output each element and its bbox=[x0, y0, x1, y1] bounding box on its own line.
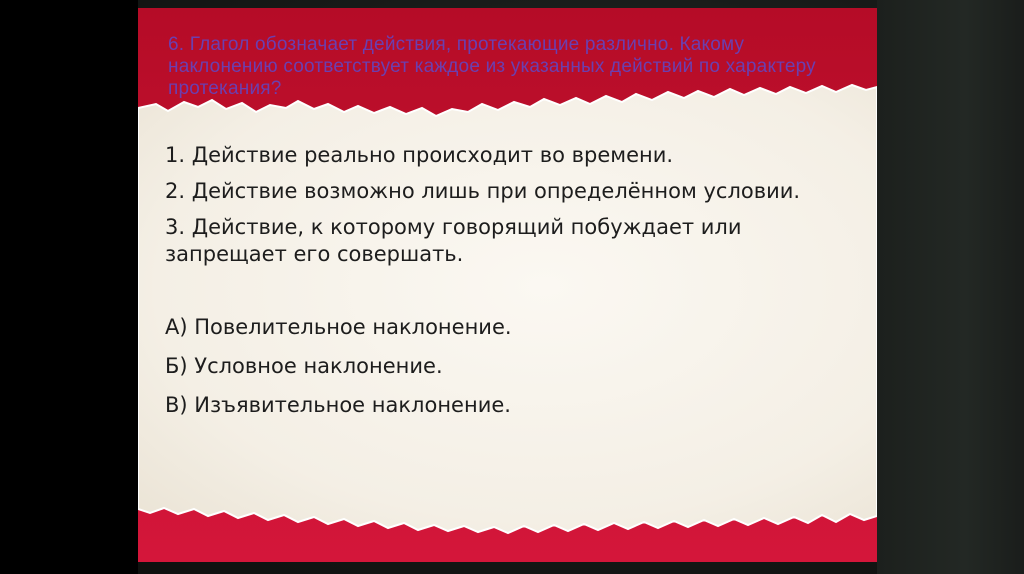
right-background-panel bbox=[877, 0, 1024, 574]
answer-a: А) Повелительное наклонение. bbox=[165, 315, 512, 339]
slide-body bbox=[165, 142, 805, 431]
spacer bbox=[165, 277, 805, 314]
statement-2: 2. Действие возможно лишь при определённом условии. bbox=[165, 179, 801, 203]
statement-3: 3. Действие, к которому говорящий побуждает или запрещает его совершать. bbox=[165, 215, 742, 266]
answer-c: В) Изъявительное наклонение. bbox=[165, 393, 511, 417]
statement-1: 1. Действие реально происходит во времени. bbox=[165, 143, 674, 167]
left-black-bar bbox=[0, 0, 138, 574]
question-text: 6. Глагол обозначает действия, протекающие различно. Какому наклонению соответствует каждое из указанных действий по характеру протекания? bbox=[168, 34, 816, 99]
answer-b: Б) Условное наклонение. bbox=[165, 354, 443, 378]
slide bbox=[138, 8, 877, 562]
